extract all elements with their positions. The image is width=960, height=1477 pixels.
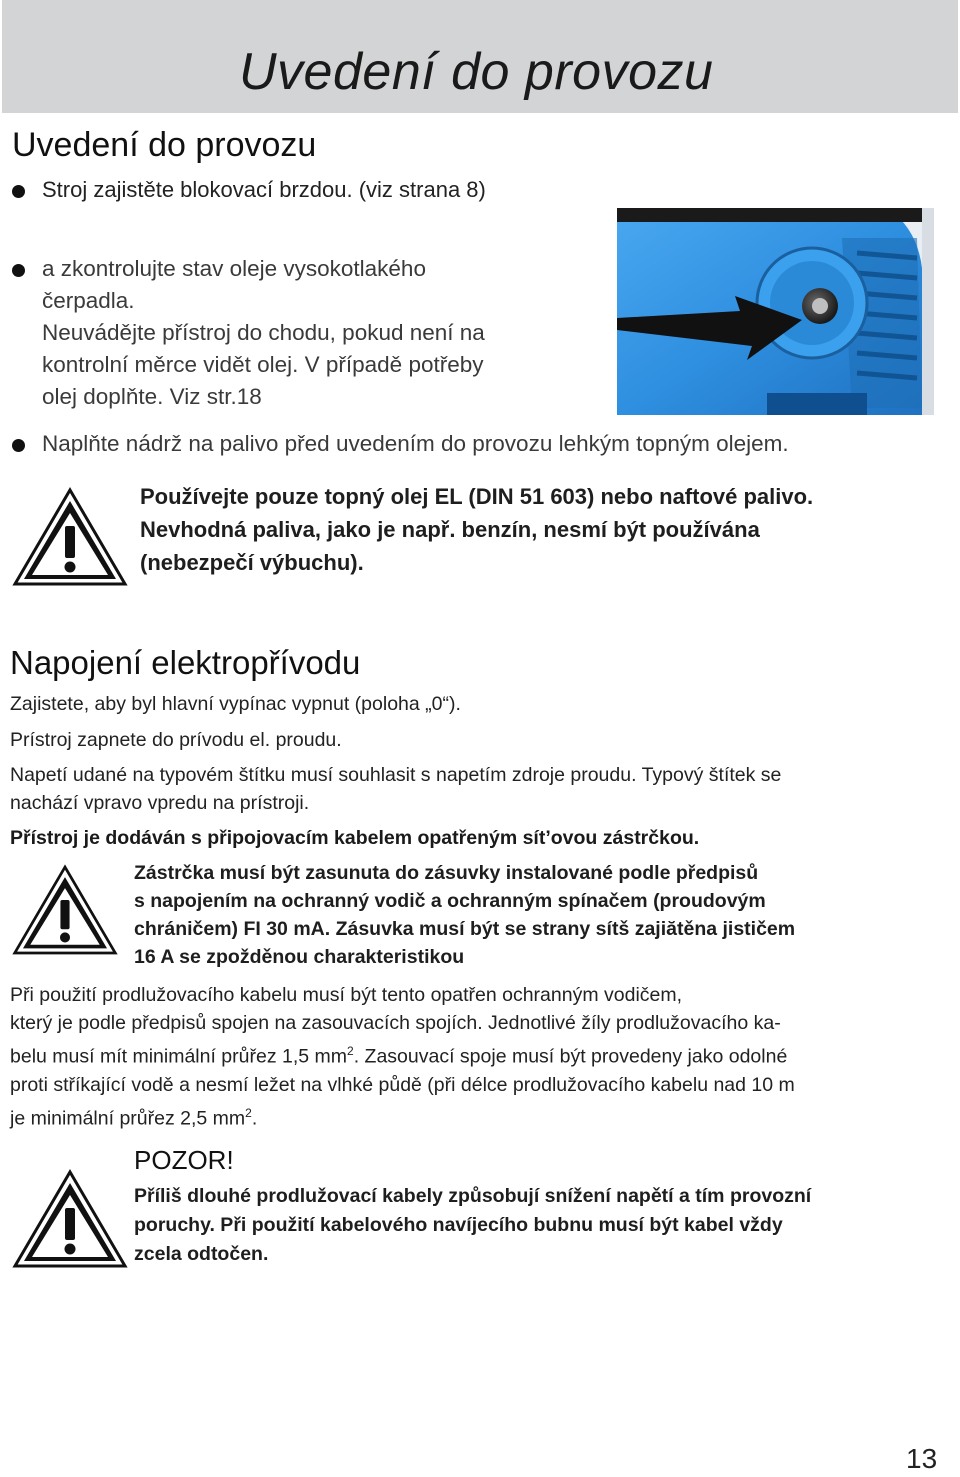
caution-text (134, 1182, 811, 1269)
warning-line: Používejte pouze topný olej EL (DIN 51 603) nebo naftové palivo. (140, 484, 814, 509)
bullet-line: Naplňte nádrž na palivo před uvedením do provozu lehkým topným olejem. (42, 431, 789, 456)
pump-photo-svg (617, 208, 934, 415)
bullet-line: a zkontrolujte stav oleje vysokotlakého (42, 256, 426, 281)
warning-triangle-icon (12, 862, 118, 963)
section-heading-commissioning: Uvedení do provozu (12, 126, 317, 164)
banner-title: Uvedení do provozu (239, 43, 714, 101)
page-number: 13 (906, 1443, 938, 1474)
para-line: proti stříkající vodě a nesmí ležet na vlhké půdě (při délce prodlužovacího kabelu nad 10 m (10, 1073, 795, 1096)
para-line: který je podle předpisů spojen na zasouvacích spojích. Jednotlivé žíly prodlužovacího ka- (10, 1012, 781, 1034)
warning-triangle-icon (12, 486, 128, 593)
para-line: je minimální průřez 2,5 $mm^2$. (10, 1105, 258, 1129)
warning-line: Nevhodná paliva, jako je např. benzín, nesmí být používána (140, 517, 760, 542)
voltage-paragraph (10, 761, 950, 817)
bullet-line: olej doplňte. Viz str.18 (42, 384, 262, 409)
caution-line: zcela odtočen. (134, 1243, 269, 1265)
bullet-line: Neuvádějte přístroj do chodu, pokud není na (42, 320, 485, 345)
warning-line: 16 A se zpožděnou charakteristikou (134, 946, 465, 968)
bullet-dot-icon (12, 439, 25, 452)
warning-line: chráničem) FI 30 mA. Zásuvka musí být se strany sítš zajiătěna jističem (134, 918, 796, 940)
bullet-dot-icon (12, 185, 25, 198)
warning-line: s napojením na ochranný vodič a ochranným spínačem (proudovým (134, 890, 766, 912)
para-line: Při použití prodlužovacího kabelu musí být tento opatřen ochranným vodičem, (10, 984, 683, 1006)
connect-paragraph: Prístroj zapnete do prívodu el. proudu. (10, 729, 342, 751)
extension-cable-paragraph (10, 981, 950, 1132)
switch-off-paragraph: Zajistete, aby byl hlavní vypínac vypnut (poloha „0“). (10, 693, 461, 715)
plug-warning-text (134, 859, 795, 971)
warning-line: (nebezpečí výbuchu). (140, 550, 364, 575)
caution-line: Příliš dlouhé prodlužovací kabely způsobují snížení napětí a tím provozní (134, 1185, 812, 1207)
caution-title: POZOR! (134, 1145, 234, 1175)
bullet-dot-icon (12, 264, 25, 277)
section-heading-electrical: Napojení elektropřívodu (10, 644, 361, 681)
oil-dipstick-photo (617, 208, 934, 415)
bullet-line: kontrolní měrce vidět olej. V případě potřeby (42, 352, 484, 377)
cable-supplied-paragraph: Přístroj je dodáván s připojovacím kabelem opatřeným sít’ovou zástrčkou. (10, 827, 700, 849)
bullet-line: Stroj zajistěte blokovací brzdou. (viz strana 8) (42, 177, 486, 202)
caution-line: poruchy. Při použití kabelového navíjecího bubnu musí být kabel vždy (134, 1214, 783, 1236)
header-banner (2, 0, 958, 113)
bullet-line: čerpadla. (42, 288, 135, 313)
fuel-warning-text (140, 480, 813, 579)
para-line: Napetí udané na typovém štítku musí souhlasit s napetím zdroje proudu. Typový štítek se (10, 764, 782, 786)
para-line: belu musí mít minimální průřez 1,5 $mm^2$. Zasouvací spoje musí být provedeny jako odolné (10, 1044, 788, 1068)
warning-line: Zástrčka musí být zasunuta do zásuvky instalované podle předpisů (134, 862, 759, 884)
warning-triangle-icon (12, 1168, 128, 1275)
para-line: nachází vpravo vpredu na prístroji. (10, 792, 310, 814)
